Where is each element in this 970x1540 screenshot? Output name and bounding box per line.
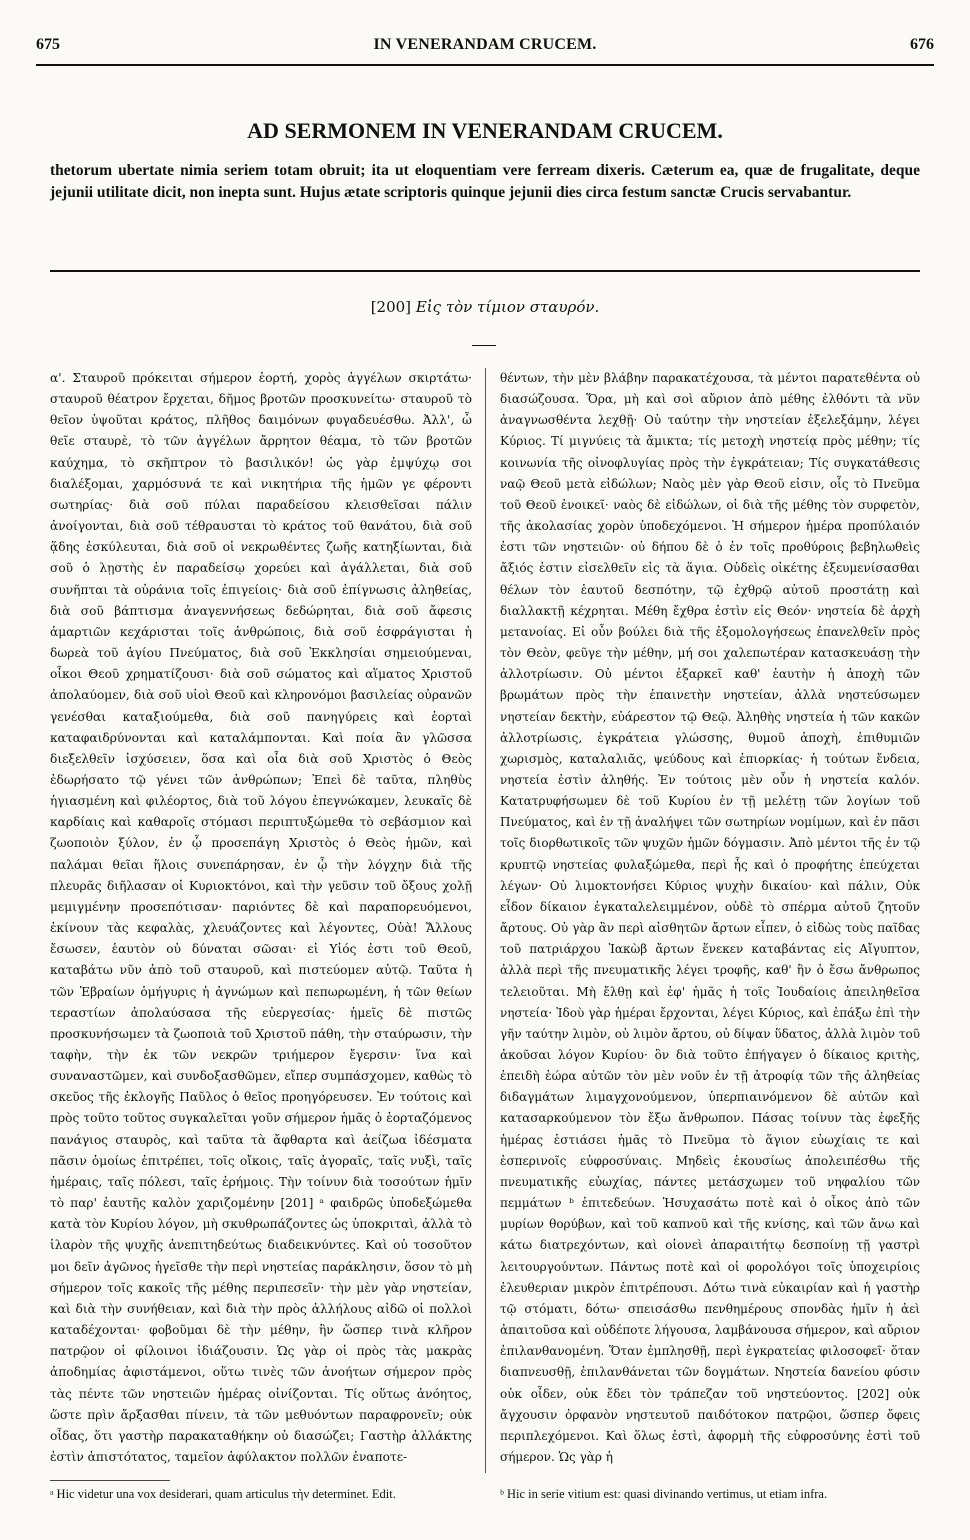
greek-heading-text: Εἰς τὸν τίμιον σταυρόν. (415, 298, 600, 316)
running-head-title: IN VENERANDAM CRUCEM. (373, 36, 597, 53)
right-column (500, 368, 920, 1468)
footnote-rule (50, 1480, 170, 1481)
column-divider (485, 368, 486, 1473)
heading-dash (472, 345, 496, 346)
greek-heading (0, 298, 970, 316)
section-separator-rule (50, 270, 920, 272)
running-head (36, 36, 934, 58)
section-title: AD SERMONEM IN VENERANDAM CRUCEM. (247, 118, 723, 143)
footnote-b: ᵇ Hic in serie vitium est: quasi divinando vertimus, ut etiam infra. (500, 1487, 828, 1501)
right-column-text: θέντων, τὴν μὲν βλάβην παρακατέχουσα, τὰ μέντοι παρατεθέντα οὐ διασώζουσα. Ὅρα, μὴ καὶ σοὶ αὔριον ἀπὸ μέθης ἐλθόντι τὰ νῦν ἀναγνωσθέντα λεχθῇ· Οὐ ταύτην τὴν νηστείαν ἐξελεξάμην, λέγει Κύριος. Τί μιγνύεις τὰ ἄμικτα; τίς μετοχὴ νηστείᾳ πρὸς μέθην; τίς κοινωνία τῆς οἰνοφλυγίας πρὸς τὴν ἐγκράτειαν; Τίς συγκατάθεσις ναῷ Θεοῦ μετὰ εἰδώλων; Ναὸς μὲν γὰρ Θεοῦ εἰσιν, οἷς τὸ Πνεῦμα τοῦ Θεοῦ ἐνοικεῖ· ναὸς δὲ εἰδώλων, οἱ διὰ τῆς μέθης τὸν συρφετὸν, τῆς ἀκολασίας χορὸν ὑποδεχόμενοι. Ἡ σήμερον ἡμέρα προπύλαιόν ἐστι τῶν νηστειῶν· οὐ δήπου δὲ ὁ ἐν τοῖς προθύροις βεβηλωθεὶς ἄξιός ἐστιν εἰσελθεῖν εἰς τὰ ἅγια. Οὐδεὶς οἰκέτης ἐξευμενίσασθαι θέλων τὸν ἑαυτοῦ δεσπότην, τῷ ἐχθρῷ αὐτοῦ προστάτῃ καὶ διαλλακτῇ κέχρηται. Μέθη ἔχθρα ἐστὶν εἰς Θεόν· νηστεία δὲ ἀρχὴ μετανοίας. Εἰ οὖν βούλει διὰ τῆς ἐξομολογήσεως ἐπανελθεῖν πρὸς τὸν Θεὸν, φεῦγε τὴν μέθην, μή σοι χαλεπωτέραν κατασκευάσῃ τὴν ἀλλοτρίωσιν. Οὐ μέντοι ἐξαρκεῖ καθ' ἑαυτὴν ἡ ἀποχὴ τῶν βρωμάτων πρὸς τὴν ἐπαινετὴν νηστείαν, ἀλλὰ νηστεύσωμεν νηστείαν δεκτὴν, εὐάρεστον τῷ Θεῷ. Ἀληθὴς νηστεία ἡ τῶν κακῶν ἀλλοτρίωσις, ἐγκράτεια γλώσσης, θυμοῦ ἀποχὴ, ἐπιθυμιῶν χωρισμὸς, καταλαλιᾶς, ψεύδους καὶ ἐπιορκίας· ἡ τούτων ἔνδεια, νηστεία ἐστὶν ἀληθής. Ἐν τούτοις μὲν οὖν ἡ νηστεία καλόν. Κατατρυφήσωμεν δὲ τοῦ Κυρίου ἐν τῇ μελέτῃ τῶν λογίων τοῦ Πνεύματος, καὶ ἐν τῇ ἀναλήψει τῶν σωτηρίων νομίμων, καὶ ἐν πᾶσι τοῖς διορθωτικοῖς τῶν ψυχῶν ἡμῶν δόγμασιν. Ἀπὸ μέντοι τῆς ἐν τῷ κρυπτῷ νηστείας φυλαξώμεθα, περὶ ἧς καὶ ὁ προφήτης ἐπεύχεται λέγων· Οὐ λιμοκτονήσει Κύριος ψυχὴν δικαίου· καὶ πάλιν, Οὐκ εἶδον δίκαιον ἐγκαταλελειμμένον, οὐδὲ τὸ σπέρμα αὐτοῦ ζητοῦν ἄρτους. Οὐ γὰρ ἂν περὶ αἰσθητῶν ἄρτων εἶπεν, ὁ εἰδὼς τοὺς παῖδας τοῦ πατριάρχου Ἰακὼβ ἄρτων ἕνεκεν καταβάντας εἰς Αἴγυπτον, ἀλλὰ περὶ τῆς πνευματικῆς λέγει τροφῆς, καθ' ἣν ὁ ἔσω ἄνθρωπος τελειοῦται. Μὴ ἔλθῃ καὶ ἐφ' ἡμᾶς ἡ τοῖς Ἰουδαίοις ἀπειληθεῖσα νηστεία· Ἰδοὺ γὰρ ἡμέραι ἔρχονται, λέγει Κύριος, καὶ ἐπάξω ἐπὶ τὴν γῆν ταύτην λιμὸν, οὐ λιμὸν ἄρτου, οὐ δίψαν ὕδατος, ἀλλὰ λιμὸν τοῦ ἀκοῦσαι λόγον Κυρίου· ὃν διὰ τοῦτο ἐπήγαγεν ὁ δίκαιος κριτὴς, ἐπειδὴ ἑώρα αὐτῶν τὸν μὲν νοῦν ἐν τῇ ἀτροφίᾳ τῶν τῆς ἀληθείας διδαγμάτων λιμαγχονούμενον, ὑπερπιαινόμενον δὲ αὐτῶν καὶ κατασαρκούμενον τὸν ἔξω ἄνθρωπον. Πάσας τοίνυν τὰς ἐφεξῆς ἡμέρας ἑστιάσει ἡμᾶς τὸ Πνεῦμα τὸ ἅγιον εὐωχίαις τε καὶ ἑσπερινοῖς εὐφροσύναις. Μηδεὶς ἑκουσίως ἀπολειπέσθω τῆς πνευματικῆς εὐωχίας, πάντες μετάσχωμεν τοῦ νηφαλίου τῶν πεμμάτων ᵇ ἐπιτεδεύων. Ἡσυχασάτω ποτὲ καὶ ὁ οἶκος ἀπὸ τῶν μυρίων θορύβων, καὶ τοῦ καπνοῦ καὶ τῆς κνίσης, καὶ τῶν ἄνω καὶ κάτω διατρεχόντων, καὶ οἱονεὶ ἀπαραιτήτῳ δεσποίνῃ τῇ γαστρὶ λειτουργούντων. Πάντως ποτὲ καὶ οἱ φορολόγοι τοῖς ὑποχειρίοις ἐλευθεριαν μικρὸν ἐπιτρέπουσι. Δότω τινὰ εὐκαιρίαν καὶ ἡ γαστὴρ τῷ στόματι, δότω· σπεισάσθω πενθημέρους σπονδὰς ἡμῖν ἡ ἀεὶ ἀπαιτοῦσα καὶ οὐδέποτε λήγουσα, λαμβάνουσα σήμερον, καὶ αὔριον ἐπιλανθανομένη. Ὅταν ἐμπλησθῇ, περὶ ἐγκρατείας φιλοσοφεῖ· ὅταν διαπνευσθῇ, ἐπιλανθάνεται τῶν δογμάτων. Νηστεία δανείου φύσιν οὐκ οἶδεν, οὐκ ἔδει τὸν τράπεζαν τοῦ νηστεύοντος. [202] οὐκ ἄγχουσιν ὀρφανὸν νηστευτοῦ παιδότοκον πατρῷοι, ὥσπερ ὄφεις περιπλεχόμενοι. Καὶ ὅλως ἐστὶ, ἀφορμὴ τῆς εὐφροσύνης ἐστὶ τοῦ σήμερον. Ὡς γὰρ ἡ (500, 371, 920, 1464)
left-column (50, 368, 472, 1468)
header-rule (36, 64, 934, 66)
intro-paragraph: thetorum ubertate nimia seriem totam obruit; ita ut eloquentiam vere ferream dixeris. Cæterum ea, quæ de frugalitate, deque jejunii utilitate dicit, non inepta sunt. Hujus ætate scriptoris quinque jejunii dies circa festum sanctæ Crucis servabantur. (50, 162, 920, 201)
left-page-number: 675 (36, 36, 60, 53)
right-page-number: 676 (910, 36, 934, 53)
left-column-text: α'. Σταυροῦ πρόκειται σήμερον ἑορτή, χορὸς ἀγγέλων σκιρτάτω· σταυροῦ θέατρον ἔρχεται, δῆμος βροτῶν προσκυνείτω· σταυροῦ τὸ θεῖον ὑψοῦται κράτος, πλῆθος δαιμόνων φυγαδευέσθω. Ἀλλ', ὦ θεῖε σταυρὲ, τὸ τῶν ἀγγέλων ἄρρητον θέαμα, τὸ τῶν βροτῶν καύχημα, τὸ σκῆπτρον τὸ βασιλικόν! ὡς γὰρ ἐμψύχῳ σοι διαλέξομαι, χαρμόσυνά τε καὶ νικητήρια τῆς ἡμῶν γε φέροντι σωτηρίας· διὰ σοῦ πύλαι παραδείσου κλεισθεῖσαι πάλιν ἀνοίγονται, διὰ σοῦ τέθραυσται τὸ κράτος τοῦ θανάτου, διὰ σοῦ ᾅδης ἐσκύλευται, διὰ σοῦ οἱ νεκρωθέντες ζωῆς κατηξίωνται, διὰ σοῦ ὁ λῃστὴς ἐν παραδείσῳ χορεύει καὶ ἀγάλλεται, διὰ σοῦ συνῆπται τὰ οὐράνια τοῖς ἐπιγείοις· διὰ σοῦ ἐπίγνωσις ἀληθείας, διὰ σοῦ βάπτισμα ἀναγεννήσεως δεδώρηται, διὰ σοῦ ἄφεσις ἁμαρτιῶν κεχάρισται τοῖς ἀνθρώποις, διὰ σοῦ ἐσφράγισται ἡ δωρεὰ τοῦ ἁγίου Πνεύματος, διὰ σοῦ Ἐκκλησίαι σημειούμεναι, οἶκοι Θεοῦ χρηματίζουσι· διὰ σοῦ σώματος καὶ αἵματος Χριστοῦ ἀπολαύομεν, διὰ σοῦ υἱοὶ Θεοῦ καὶ κληρονόμοι βασιλείας οὐρανῶν γενέσθαι καταξιούμεθα, διὰ σοῦ πανηγύρεις καὶ ἑορταὶ καταφαιδρύνονται καὶ καταλάμπονται. Καὶ ποία ἂν γλῶσσα διεξελθεῖν ἰσχύσειεν, ὅσα καὶ οἷα διὰ σοῦ Χριστὸς ὁ Θεὸς ἐδωρήσατο τῷ γένει τῶν ἀνθρώπων; Ἐπεὶ δὲ ταῦτα, πληθὺς ἡγιασμένη καὶ φιλέορτος, διὰ τοῦ λόγου ἐπεγνώκαμεν, λευκαῖς δὲ καρδίαις καὶ καθαροῖς στόμασι περιπτυξώμεθα τὸ σεβάσμιον καὶ ζωοποιὸν ξύλον, ἐν ᾧ προσεπάγη Χριστὸς ὁ Θεὸς ἡμῶν, καὶ παλάμαι θεῖαι ἥλοις συνεπάρησαν, ἐν ᾧ τὴν λόγχην διὰ τῆς πλευρᾶς διῆλασαν οἱ Κυριοκτόνοι, καὶ τὴν γεῦσιν τοῦ ὄξους χολῇ μεμιγμένην προσεπότισαν· παριόντες δὲ καὶ παραπορευόμενοι, ἐκίνουν τὰς κεφαλὰς, χλευάζοντες καὶ λέγοντες, Οὐὰ! Ἄλλους ἔσωσεν, ἑαυτὸν οὐ δύναται σῶσαι· εἰ Υἱός ἐστι τοῦ Θεοῦ, καταβάτω νῦν ἀπὸ τοῦ σταυροῦ, καὶ πιστεύομεν αὐτῷ. Ταῦτα ἡ τῶν Ἑβραίων ὁμήγυρις ἡ ἀγνώμων καὶ πεπωρωμένη, ἡ τῶν θείων τεραστίων ἀπολαύσασα τῆς εὐεργεσίας· ἡμεῖς δὲ πιστῶς προσκυνήσωμεν τὰ ζωοποιὰ τοῦ Χριστοῦ πάθη, τὴν σταύρωσιν, τὴν ταφὴν, τὴν ἐκ τῶν νεκρῶν τριήμερον ἔγερσιν· ἵνα καὶ συναναστῶμεν, καὶ συνδοξασθῶμεν, εἴπερ συμπάσχομεν, καθὼς τὸ σκεῦος τῆς ἐκλογῆς Παῦλος ὁ θεῖος προηγόρευσεν. Ἐν τούτοις καὶ πρὸς τοῦτο τοῦτος συγκαλεῖται γοῦν σήμερον ἡμᾶς ὁ ἑορταζόμενος πανάγιος σταυρὸς, καὶ ταῦτα τὰ ἄφθαρτα καὶ ἀείζωα ἰδέσματα πᾶσιν ὁμοίως ἐπιτρέπει, τοῖς οἴκοις, ταῖς ἀγοραῖς, ταῖς νυξὶ, ταῖς ἡμέραις, ταῖς πόλεσι, ταῖς ἐρήμοις. Τὴν τοίνυν διὰ τοσούτων ἡμῖν τὸ παρ' ἑαυτῆς καλὸν χαριζομένην [201] ᵃ φαιδρῶς ὑποδεξώμεθα κατὰ τὸν Κυρίου λόγον, μὴ σκυθρωπάζοντες ὡς ὑποκριταὶ, ἀλλὰ τὸ ἱλαρὸν τῆς ψυχῆς ἀνεπιτηδεύτως διαδεικνύντες. Καὶ οὐ τοσοῦτον μοι δεῖν ἀγῶνος ἡγεῖσθε τὴν περὶ νηστείας παράκλησιν, ὅσον τὸ μὴ σήμερον τοῖς κακοῖς τῆς μέθης περιπεσεῖν· τὴν μὲν γὰρ νηστείαν, καὶ διὰ τὴν συνήθειαν, καὶ διὰ τὴν πρὸς ἀλλήλους αἰδῶ οἱ πολλοὶ καταδέχονται· φοβοῦμαι δὲ τὴν μέθην, ἣν ὥσπερ τινὰ κλῆρον πατρῷον οἱ φίλοινοι ἰδιάζουσιν. Ὡς γὰρ οἱ πρὸς τὰς μακρὰς ἀποδημίας ἀφιστάμενοι, οὕτω τινὲς τῶν ἀνοήτων σήμερον πρὸς τὰς πέντε τῶν νηστειῶν ἡμέρας οἰνίζονται. Τίς οὕτως ἀνόητος, ὥστε πρὶν ἄρξασθαι πίνειν, τὰ τῶν μεθυόντων παραφρονεῖν; οὐκ οἶδας, ὅτι γαστὴρ παρακαταθήκην οὐ διασώζει; Γαστὴρ ἀλλάκτης ἐστὶν ἀπιστότατος, ταμεῖον ἀφύλακτον πολλῶν ἐναποτε- (50, 371, 472, 1464)
footnote-a: ᵃ Hic videtur una vox desiderari, quam articulus τὴν determinet. Edit. (50, 1487, 396, 1501)
greek-heading-number: [200] (370, 298, 412, 316)
